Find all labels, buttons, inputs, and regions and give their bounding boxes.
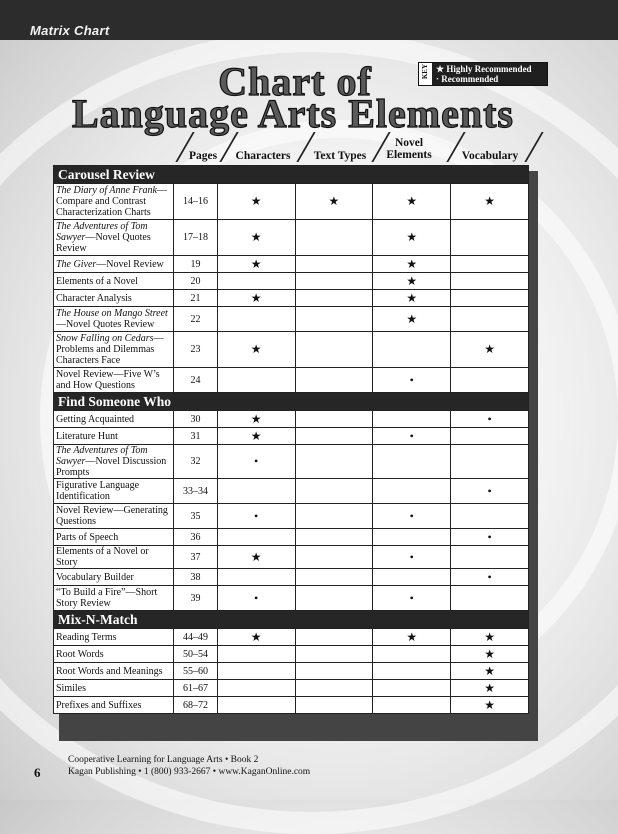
activity-cell: Similes	[54, 680, 174, 697]
empty-cell	[295, 411, 373, 428]
section-header-row	[54, 611, 529, 629]
pages-cell: 21	[174, 290, 217, 307]
star-icon: ★	[217, 411, 295, 428]
table-row	[54, 290, 529, 307]
star-icon: ★	[451, 332, 529, 368]
empty-cell	[451, 445, 529, 479]
activity-cell: The House on Mango Street—Novel Quotes Review	[54, 307, 174, 332]
empty-cell	[217, 663, 295, 680]
dot-icon: •	[451, 479, 529, 504]
empty-cell	[217, 273, 295, 290]
table-row	[54, 504, 529, 529]
table-row	[54, 256, 529, 273]
table-row	[54, 428, 529, 445]
table-row	[54, 586, 529, 611]
pages-cell: 31	[174, 428, 217, 445]
empty-cell	[295, 220, 373, 256]
empty-cell	[451, 368, 529, 393]
page-title-line1: Chart of	[218, 59, 372, 104]
table-row	[54, 332, 529, 368]
page-title-line2: Language Arts Elements	[72, 91, 514, 136]
activity-cell: Prefixes and Suffixes	[54, 697, 174, 714]
table-row	[54, 445, 529, 479]
empty-cell	[217, 529, 295, 546]
activity-cell: Elements of a Novel	[54, 273, 174, 290]
dot-icon: •	[373, 546, 451, 569]
empty-cell	[373, 479, 451, 504]
section-header-row	[54, 166, 529, 184]
pages-cell: 17–18	[174, 220, 217, 256]
empty-cell	[295, 529, 373, 546]
empty-cell	[295, 307, 373, 332]
empty-cell	[217, 479, 295, 504]
activity-cell: Reading Terms	[54, 629, 174, 646]
section-header-row	[54, 393, 529, 411]
dot-icon: •	[373, 504, 451, 529]
star-icon: ★	[373, 307, 451, 332]
star-icon: ★	[373, 629, 451, 646]
empty-cell	[373, 332, 451, 368]
empty-cell	[217, 697, 295, 714]
empty-cell	[295, 629, 373, 646]
dot-icon: •	[217, 445, 295, 479]
activity-cell: Root Words and Meanings	[54, 663, 174, 680]
dot-icon: •	[373, 586, 451, 611]
empty-cell	[373, 663, 451, 680]
empty-cell	[295, 586, 373, 611]
star-icon: ★	[217, 256, 295, 273]
empty-cell	[295, 646, 373, 663]
empty-cell	[451, 546, 529, 569]
page-number: 6	[34, 765, 41, 780]
star-icon: ★	[451, 697, 529, 714]
empty-cell	[295, 546, 373, 569]
empty-cell	[451, 428, 529, 445]
table-row	[54, 697, 529, 714]
pages-cell: 23	[174, 332, 217, 368]
pages-cell: 24	[174, 368, 217, 393]
dot-icon: •	[217, 586, 295, 611]
pages-cell: 32	[174, 445, 217, 479]
dot-icon: •	[373, 368, 451, 393]
star-icon: ★	[451, 646, 529, 663]
activity-cell: Figurative Language Identification	[54, 479, 174, 504]
activity-cell: The Adventures of Tom Sawyer—Novel Discussion Prompts	[54, 445, 174, 479]
empty-cell	[295, 332, 373, 368]
activity-cell: Character Analysis	[54, 290, 174, 307]
pages-cell: 55–60	[174, 663, 217, 680]
pages-cell: 39	[174, 586, 217, 611]
table-row	[54, 680, 529, 697]
pages-cell: 68–72	[174, 697, 217, 714]
activity-cell: Novel Review—Generating Questions	[54, 504, 174, 529]
empty-cell	[451, 504, 529, 529]
star-icon: ★	[373, 256, 451, 273]
star-icon: ★	[451, 680, 529, 697]
pages-cell: 30	[174, 411, 217, 428]
matrix-table	[53, 165, 529, 714]
empty-cell	[373, 569, 451, 586]
star-icon: ★	[217, 220, 295, 256]
star-icon: ★	[217, 428, 295, 445]
empty-cell	[373, 411, 451, 428]
empty-cell	[373, 697, 451, 714]
empty-cell	[295, 479, 373, 504]
column-header-pages: Pages	[188, 150, 218, 162]
empty-cell	[373, 646, 451, 663]
activity-cell: Parts of Speech	[54, 529, 174, 546]
dot-icon: •	[451, 529, 529, 546]
star-icon: ★	[451, 629, 529, 646]
activity-cell: Vocabulary Builder	[54, 569, 174, 586]
table-row	[54, 273, 529, 290]
star-icon: ★	[373, 220, 451, 256]
empty-cell	[217, 307, 295, 332]
empty-cell	[451, 256, 529, 273]
activity-cell: Novel Review—Five W’s and How Questions	[54, 368, 174, 393]
pages-cell: 33–34	[174, 479, 217, 504]
pages-cell: 38	[174, 569, 217, 586]
table-row	[54, 184, 529, 220]
section-title: Mix-N-Match	[54, 611, 529, 629]
star-icon: ★	[217, 546, 295, 569]
empty-cell	[217, 368, 295, 393]
table-row	[54, 529, 529, 546]
empty-cell	[373, 529, 451, 546]
empty-cell	[295, 273, 373, 290]
pages-cell: 44–49	[174, 629, 217, 646]
activity-cell: Elements of a Novel or Story	[54, 546, 174, 569]
legend-star: ★ Highly Recommended	[436, 64, 532, 74]
key-label: KEY	[419, 63, 432, 85]
empty-cell	[451, 220, 529, 256]
empty-cell	[295, 504, 373, 529]
activity-cell: “To Build a Fire”—Short Story Review	[54, 586, 174, 611]
column-header-vocabulary: Vocabulary	[461, 150, 519, 162]
star-icon: ★	[217, 184, 295, 220]
empty-cell	[295, 445, 373, 479]
table-row	[54, 569, 529, 586]
table-row	[54, 411, 529, 428]
pages-cell: 20	[174, 273, 217, 290]
empty-cell	[295, 663, 373, 680]
empty-cell	[295, 569, 373, 586]
pages-cell: 19	[174, 256, 217, 273]
table-row	[54, 663, 529, 680]
activity-cell: The Giver—Novel Review	[54, 256, 174, 273]
table-row	[54, 307, 529, 332]
section-title: Find Someone Who	[54, 393, 529, 411]
legend-key	[418, 62, 548, 86]
star-icon: ★	[217, 290, 295, 307]
empty-cell	[217, 569, 295, 586]
star-icon: ★	[373, 184, 451, 220]
column-header-novel-elements: Novel Elements	[386, 137, 432, 161]
table-row	[54, 629, 529, 646]
table-row	[54, 368, 529, 393]
dot-icon: •	[451, 569, 529, 586]
star-icon: ★	[373, 290, 451, 307]
star-icon: ★	[451, 184, 529, 220]
star-icon: ★	[217, 332, 295, 368]
empty-cell	[295, 428, 373, 445]
pages-cell: 22	[174, 307, 217, 332]
table-row	[54, 546, 529, 569]
star-icon: ★	[373, 273, 451, 290]
star-icon: ★	[217, 629, 295, 646]
activity-cell: Snow Falling on Cedars—Problems and Dilemmas Characters Face	[54, 332, 174, 368]
empty-cell	[217, 680, 295, 697]
pages-cell: 50–54	[174, 646, 217, 663]
empty-cell	[295, 290, 373, 307]
empty-cell	[295, 368, 373, 393]
empty-cell	[451, 290, 529, 307]
pages-cell: 35	[174, 504, 217, 529]
column-header-characters: Characters	[235, 150, 291, 162]
pages-cell: 36	[174, 529, 217, 546]
legend-dot: · Recommended	[436, 74, 499, 84]
empty-cell	[217, 646, 295, 663]
empty-cell	[451, 273, 529, 290]
empty-cell	[295, 680, 373, 697]
table-row	[54, 646, 529, 663]
star-icon: ★	[295, 184, 373, 220]
empty-cell	[295, 697, 373, 714]
pages-cell: 37	[174, 546, 217, 569]
column-header-text-types: Text Types	[313, 150, 367, 162]
empty-cell	[373, 445, 451, 479]
dot-icon: •	[451, 411, 529, 428]
pages-cell: 14–16	[174, 184, 217, 220]
top-banner	[0, 0, 618, 40]
table-row	[54, 479, 529, 504]
empty-cell	[295, 256, 373, 273]
activity-cell: The Adventures of Tom Sawyer—Novel Quotes Review	[54, 220, 174, 256]
footer-publisher: Kagan Publishing • 1 (800) 933-2667 • www.KaganOnline.com	[68, 767, 311, 777]
dot-icon: •	[217, 504, 295, 529]
activity-cell: Root Words	[54, 646, 174, 663]
table-row	[54, 220, 529, 256]
activity-cell: Getting Acquainted	[54, 411, 174, 428]
activity-cell: Literature Hunt	[54, 428, 174, 445]
footer-book-title: Cooperative Learning for Language Arts • Book 2	[68, 755, 259, 765]
section-title: Carousel Review	[54, 166, 529, 184]
empty-cell	[451, 586, 529, 611]
empty-cell	[451, 307, 529, 332]
dot-icon: •	[373, 428, 451, 445]
empty-cell	[373, 680, 451, 697]
activity-cell: The Diary of Anne Frank—Compare and Contrast Characterization Charts	[54, 184, 174, 220]
section-header: Matrix Chart	[30, 23, 110, 38]
star-icon: ★	[451, 663, 529, 680]
pages-cell: 61–67	[174, 680, 217, 697]
